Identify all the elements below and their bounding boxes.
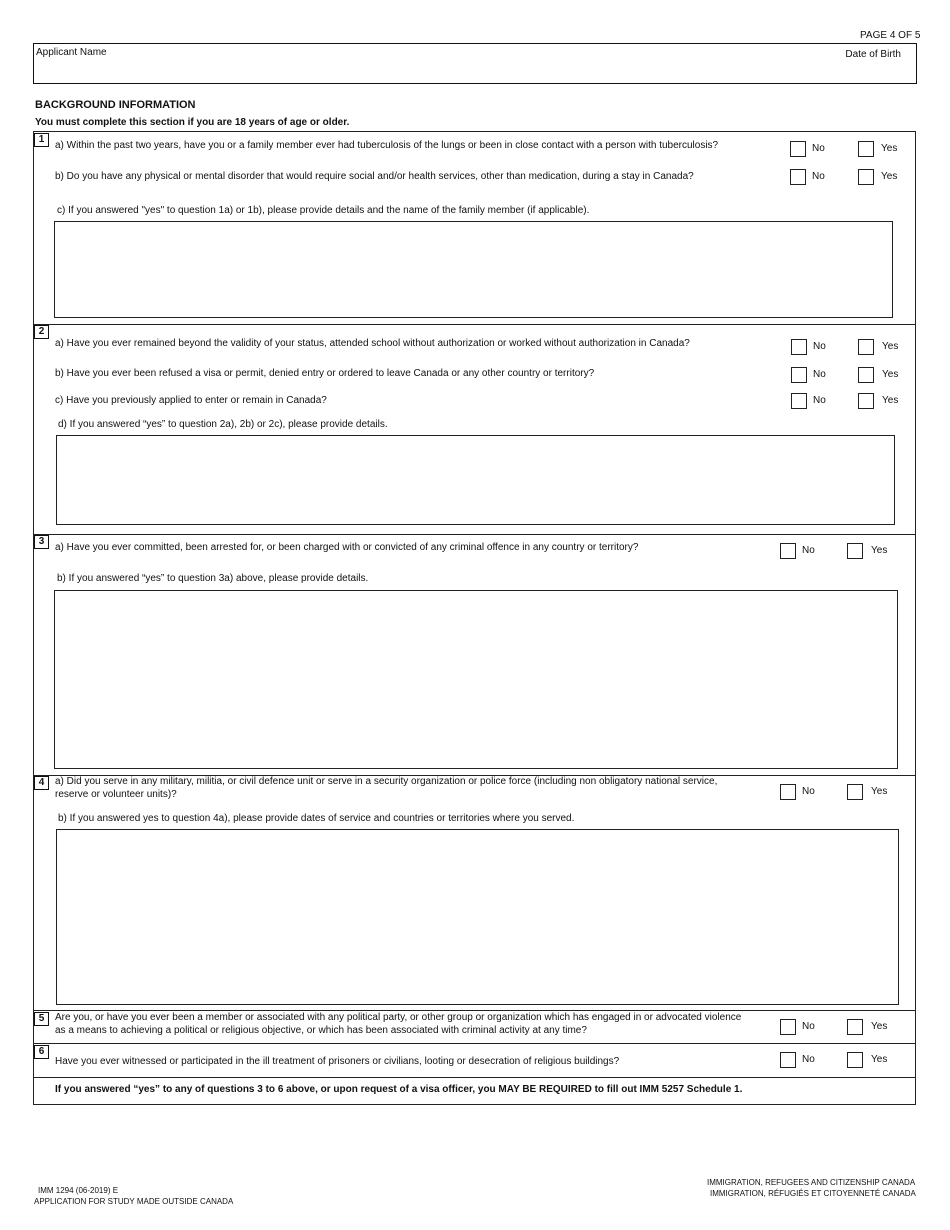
question-5-yes-checkbox[interactable] bbox=[847, 1019, 863, 1035]
question-1-number: 1 bbox=[34, 133, 49, 147]
question-3a-no-label: No bbox=[802, 545, 815, 556]
date-of-birth-label: Date of Birth bbox=[845, 49, 901, 60]
question-3-details-field[interactable] bbox=[54, 590, 898, 769]
question-1a-no-checkbox[interactable] bbox=[790, 141, 806, 157]
question-1a-yes-checkbox[interactable] bbox=[858, 141, 874, 157]
form-title: APPLICATION FOR STUDY MADE OUTSIDE CANADA bbox=[34, 1197, 234, 1206]
question-6-yes-checkbox[interactable] bbox=[847, 1052, 863, 1068]
question-6-yes-label: Yes bbox=[871, 1054, 888, 1065]
question-2a-yes-checkbox[interactable] bbox=[858, 339, 874, 355]
question-1b-yes-label: Yes bbox=[881, 171, 898, 182]
question-2c-no-checkbox[interactable] bbox=[791, 393, 807, 409]
question-divider bbox=[33, 1077, 916, 1078]
question-1c-text: c) If you answered "yes" to question 1a) or 1b), please provide details and the name of the family member (if applicable). bbox=[57, 205, 590, 216]
question-5-no-label: No bbox=[802, 1021, 815, 1032]
form-code: IMM 1294 (06-2019) E bbox=[38, 1186, 119, 1195]
frame-left-border bbox=[33, 131, 34, 1104]
frame-top-border bbox=[33, 131, 916, 132]
question-3a-yes-label: Yes bbox=[871, 545, 888, 556]
question-2d-text: d) If you answered “yes” to question 2a), 2b) or 2c), please provide details. bbox=[58, 419, 388, 430]
section-subtitle: You must complete this section if you are 18 years of age or older. bbox=[35, 117, 350, 128]
question-2c-no-label: No bbox=[813, 395, 826, 406]
question-4a-text-line2: reserve or volunteer units)? bbox=[55, 789, 177, 800]
question-1a-yes-label: Yes bbox=[881, 143, 898, 154]
question-divider bbox=[33, 534, 916, 535]
frame-bottom-border bbox=[33, 1104, 916, 1105]
question-divider bbox=[33, 324, 916, 325]
question-6-no-checkbox[interactable] bbox=[780, 1052, 796, 1068]
question-1-details-field[interactable] bbox=[54, 221, 893, 318]
question-2b-yes-checkbox[interactable] bbox=[858, 367, 874, 383]
question-4a-no-label: No bbox=[802, 786, 815, 797]
applicant-info-box bbox=[33, 43, 917, 84]
page-number: PAGE 4 OF 5 bbox=[860, 30, 921, 41]
question-3-number: 3 bbox=[34, 535, 49, 549]
question-1a-no-label: No bbox=[812, 143, 825, 154]
question-2b-no-label: No bbox=[813, 369, 826, 380]
question-divider bbox=[33, 1010, 916, 1011]
question-5-yes-label: Yes bbox=[871, 1021, 888, 1032]
question-1b-text: b) Do you have any physical or mental disorder that would require social and/or health services, other than medication, during a stay in Canada? bbox=[55, 171, 694, 182]
question-4a-yes-label: Yes bbox=[871, 786, 888, 797]
question-5-no-checkbox[interactable] bbox=[780, 1019, 796, 1035]
department-name-en: IMMIGRATION, REFUGEES AND CITIZENSHIP CANADA bbox=[707, 1178, 916, 1187]
question-5-text-line1: Are you, or have you ever been a member or associated with any political party, or other group or organization which has engaged in or advocated violence bbox=[55, 1012, 742, 1023]
question-2b-text: b) Have you ever been refused a visa or permit, denied entry or ordered to leave Canada or any other country or territory? bbox=[55, 368, 595, 379]
question-6-number: 6 bbox=[34, 1045, 49, 1059]
question-2a-no-label: No bbox=[813, 341, 826, 352]
question-1a-text: a) Within the past two years, have you or a family member ever had tuberculosis of the lungs or been in close contact with a person with tuberculosis? bbox=[55, 140, 719, 151]
question-2b-yes-label: Yes bbox=[882, 369, 899, 380]
frame-right-border bbox=[915, 131, 916, 1104]
question-1b-no-checkbox[interactable] bbox=[790, 169, 806, 185]
question-divider bbox=[33, 1043, 916, 1044]
question-1b-no-label: No bbox=[812, 171, 825, 182]
question-4-number: 4 bbox=[34, 776, 49, 790]
applicant-name-label: Applicant Name bbox=[36, 47, 107, 58]
question-2a-yes-label: Yes bbox=[882, 341, 899, 352]
question-6-text: Have you ever witnessed or participated in the ill treatment of prisoners or civilians, looting or desecration of religious buildings? bbox=[55, 1056, 620, 1067]
question-2c-yes-label: Yes bbox=[882, 395, 899, 406]
question-2c-text: c) Have you previously applied to enter or remain in Canada? bbox=[55, 395, 327, 406]
question-4-details-field[interactable] bbox=[56, 829, 899, 1005]
question-2a-no-checkbox[interactable] bbox=[791, 339, 807, 355]
question-3a-yes-checkbox[interactable] bbox=[847, 543, 863, 559]
question-2-details-field[interactable] bbox=[56, 435, 895, 525]
question-3b-text: b) If you answered “yes” to question 3a) above, please provide details. bbox=[57, 573, 369, 584]
question-4a-yes-checkbox[interactable] bbox=[847, 784, 863, 800]
question-4a-no-checkbox[interactable] bbox=[780, 784, 796, 800]
question-4a-text-line1: a) Did you serve in any military, militia, or civil defence unit or serve in a security organization or police force (including non obligatory national service, bbox=[55, 776, 718, 787]
question-1b-yes-checkbox[interactable] bbox=[858, 169, 874, 185]
question-3a-text: a) Have you ever committed, been arrested for, or been charged with or convicted of any criminal offence in any country or territory? bbox=[55, 542, 639, 553]
question-4b-text: b) If you answered yes to question 4a), please provide dates of service and countries or territories where you served. bbox=[58, 813, 575, 824]
question-2a-text: a) Have you ever remained beyond the validity of your status, attended school without authorization or worked without authorization in Canada? bbox=[55, 338, 690, 349]
section-title: BACKGROUND INFORMATION bbox=[35, 99, 196, 111]
question-6-no-label: No bbox=[802, 1054, 815, 1065]
question-5-number: 5 bbox=[34, 1012, 49, 1026]
department-name-fr: IMMIGRATION, RÉFUGIÉS ET CITOYENNETÉ CANADA bbox=[710, 1189, 916, 1198]
question-2c-yes-checkbox[interactable] bbox=[858, 393, 874, 409]
question-2-number: 2 bbox=[34, 325, 49, 339]
question-5-text-line2: as a means to achieving a political or religious objective, or which has been associated with criminal activity at any time? bbox=[55, 1025, 587, 1036]
question-2b-no-checkbox[interactable] bbox=[791, 367, 807, 383]
schedule-1-note: If you answered “yes” to any of questions 3 to 6 above, or upon request of a visa officer, you MAY BE REQUIRED to fill out IMM 5257 Schedule 1. bbox=[55, 1084, 743, 1095]
question-3a-no-checkbox[interactable] bbox=[780, 543, 796, 559]
